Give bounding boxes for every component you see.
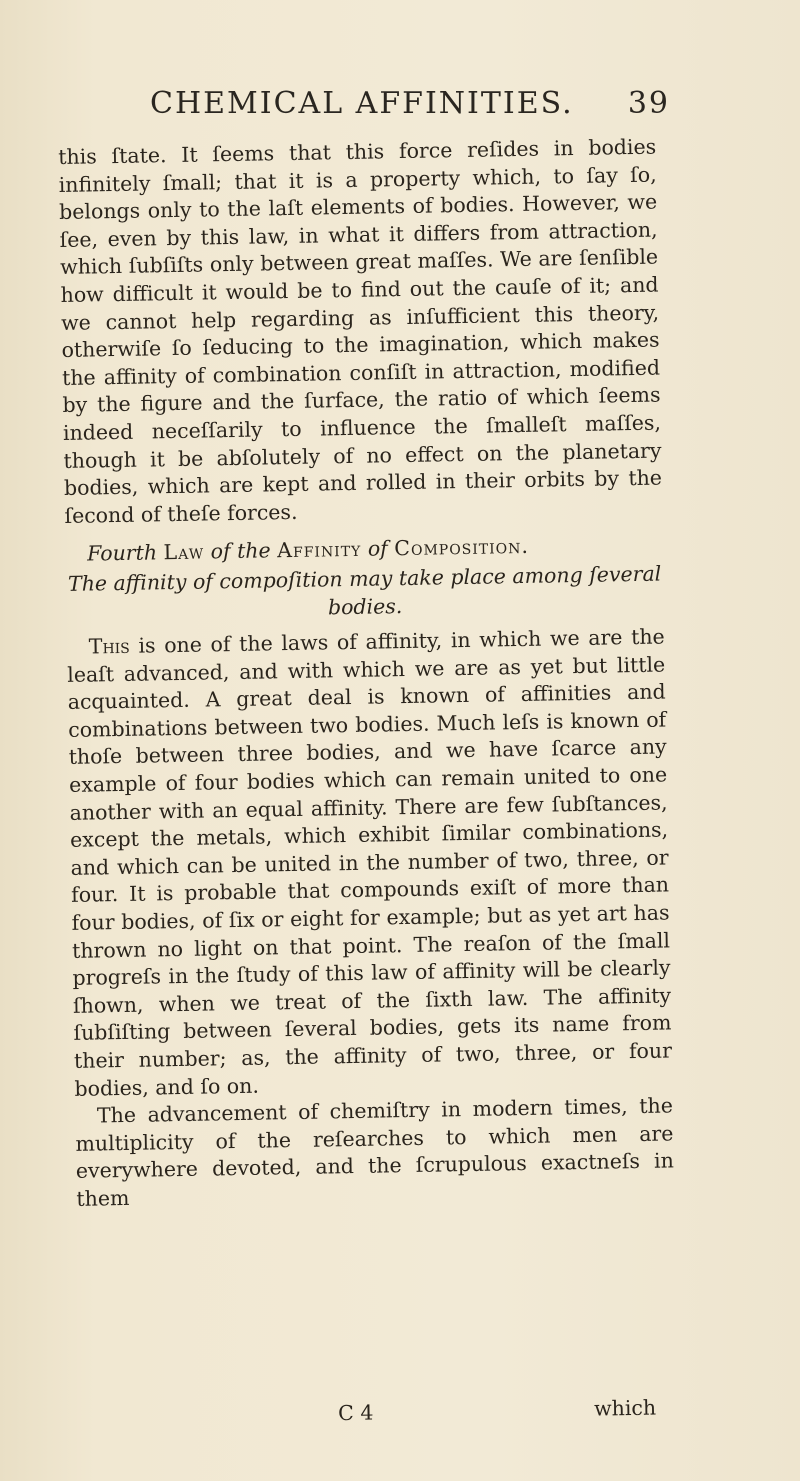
paragraph-law-discussion-text: is one of the laws of affinity, in which we are the leaſt advanced, and with which we are as yet but little acquainted. A great deal is known of affinities and combinations between two bodies. Much leſs is known of thoſe between three bodies, and we have ſcarce any example of four bodies which can remain united to one another with an equal affinity. There are few ſubſtances, except the metals, which exhibit ſimilar combinations, and which can be united in the number of two, three, or four. It is probable that compounds exiſt of more than four bodies, of ſix or eight for example; but as yet art has thrown no light on that point. The reaſon of the ſmall progreſs in the ſtudy of this law of affinity will be clearly ſhown, when we treat of the ſixth law. The affinity ſubſiſting between ſeveral bodies, gets its name from their number; as, the affinity of two, three, or four bodies, and ſo on. (67, 624, 673, 1101)
paragraph-lead-word: This (88, 633, 130, 659)
law-heading-law: Law (163, 539, 205, 565)
running-header (150, 86, 670, 121)
body-text (58, 134, 675, 1214)
paragraph-advancement: The advancement of chemiſtry in modern times, the multiplicity of the reſearches to which men are everywhere devoted, and the ſcrupulous exactneſs in them (75, 1093, 675, 1211)
paragraph-continuation: this ſtate. It ſeems that this force reſides in bodies infinitely ſmall; that it is a property which, to ſay ſo, belongs only to the laſt elements of bodies. However, we ſee, even by this law, in what it differs from attraction, which ſubſiſts only between great maſſes. We are ſenſible how difficult it would be to find out the cauſe of it; and we cannot help regarding as inſufficient this theory, otherwiſe ſo ſeducing to the imagination, which makes the affinity of combination conſiſt in attraction, modified by the figure and the ſurface, the ratio of which ſeems indeed neceſſarily to influence the ſmalleſt maſſes, though it be abſolutely of no effect on the planetary bodies, which are kept and rolled in their orbits by the ſecond of theſe forces. (58, 134, 663, 528)
catchword: which (593, 1395, 657, 1421)
law-heading-affinity: Affinity (276, 537, 362, 563)
signature-mark: C 4 (337, 1400, 374, 1426)
paragraph-law-discussion (67, 624, 673, 1103)
page-footer (58, 1395, 657, 1426)
law-heading-composition: Composition. (394, 534, 530, 561)
law-heading-of: of (367, 536, 388, 561)
running-title: CHEMICAL AFFINITIES. (150, 86, 574, 121)
law-statement: The affinity of compoſition may take place among ſeveral bodies. (67, 561, 662, 619)
law-heading-ordinal: Fourth (86, 540, 158, 566)
law-heading-of-the: of the (210, 538, 271, 564)
page-number: 39 (627, 86, 670, 121)
